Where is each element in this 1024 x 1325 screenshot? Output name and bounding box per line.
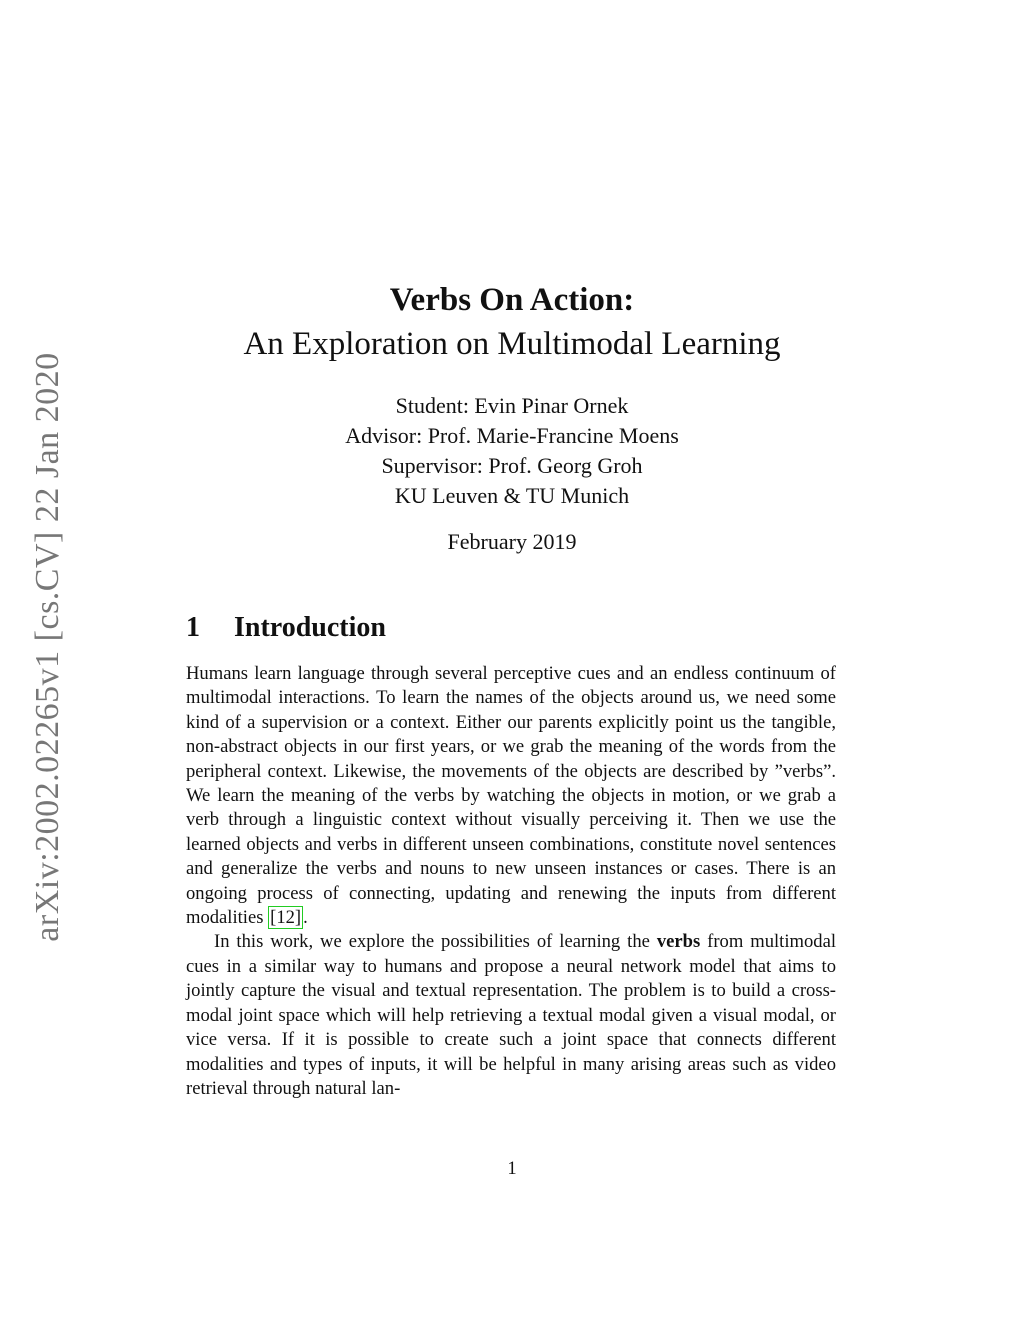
paragraph-2-text-end: from multimodal cues in a similar way to humans and propose a neural network model that aims to jointly capture the visual and textual representation. The problem is to build a cross-modal joint space which will help retrieving a textual modal given a visual modal, or vice versa. If it is possible to create such a joint space that connects different modalities and types of inputs, it will be helpful in many arising areas such as video retrieval through natural lan- <box>186 931 836 1099</box>
body-text <box>186 662 836 1101</box>
arxiv-identifier-stamp: arXiv:2002.02265v1 [cs.CV] 22 Jan 2020 <box>29 352 66 942</box>
section-heading <box>186 610 386 646</box>
paper-date: February 2019 <box>447 529 577 554</box>
section-title: Introduction <box>234 612 386 643</box>
title-block <box>0 278 1024 366</box>
paragraph-1-text: Humans learn language through several perceptive cues and an endless continuum of multimodal interactions. To learn the names of the objects around us, we need some kind of a supervision or a context. Either our parents explicitly point us the tangible, non-abstract objects in our first years, or we grab the meaning of the words from the peripheral context. Likewise, the movements of the objects are described by ”verbs”. We learn the meaning of the verbs by watching the objects in motion, or we grab a verb through a linguistic context without visually perceiving it. Then we use the learned objects and verbs in different unseen combinations, constitute novel sentences and generalize the verbs and nouns to new unseen instances or cases. There is an ongoing process of connecting, updating and renewing the inputs from different modalities <box>186 663 836 929</box>
affiliation-line: KU Leuven & TU Munich <box>394 483 630 508</box>
paper-title: Verbs On Action: <box>389 282 635 318</box>
paragraph-2-text-start: In this work, we explore the possibilities of learning the <box>214 931 657 953</box>
page-number: 1 <box>507 1158 517 1179</box>
supervisor-line: Supervisor: Prof. Georg Groh <box>381 453 643 478</box>
section-number: 1 <box>186 612 200 643</box>
advisor-line: Advisor: Prof. Marie-Francine Moens <box>345 423 679 448</box>
author-block <box>0 391 1024 511</box>
paper-subtitle: An Exploration on Multimodal Learning <box>243 326 781 362</box>
bold-term: verbs <box>656 931 701 953</box>
citation-link[interactable]: [12] <box>270 907 302 929</box>
student-line: Student: Evin Pinar Ornek <box>395 393 629 418</box>
paragraph-2 <box>186 930 836 1101</box>
paragraph-1 <box>186 662 836 930</box>
paragraph-1-end: . <box>303 907 308 929</box>
